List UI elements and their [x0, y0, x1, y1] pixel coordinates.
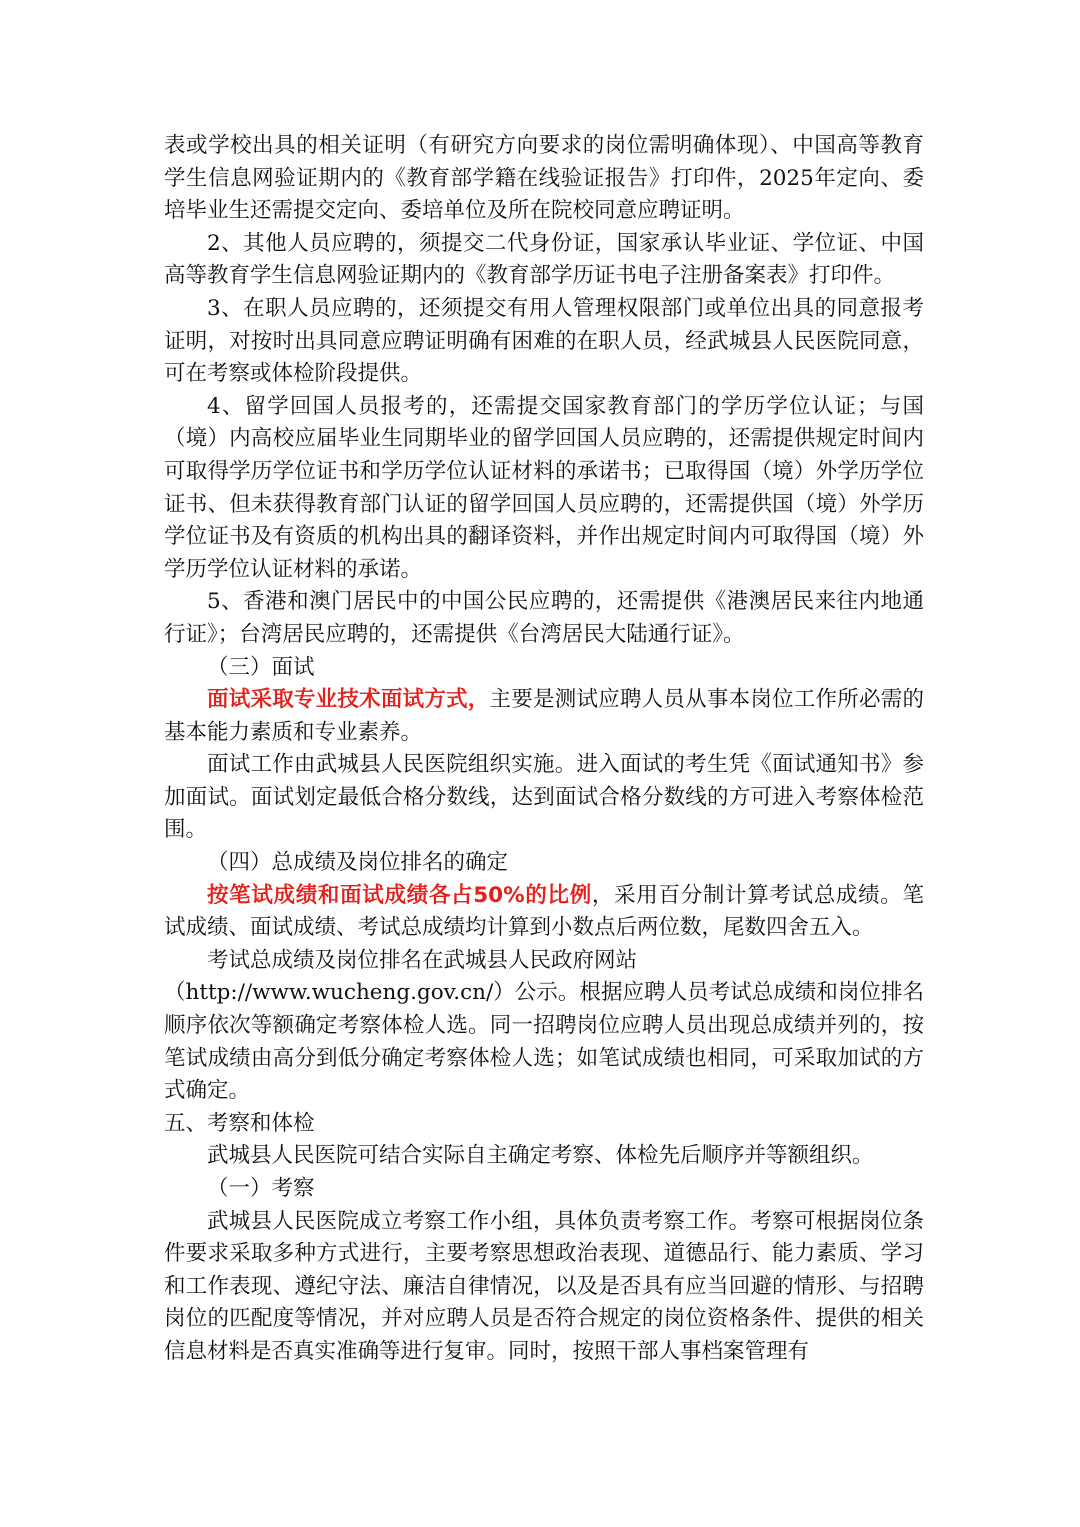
paragraph-item-5: 5、香港和澳门居民中的中国公民应聘的，还需提供《港澳居民来往内地通行证》；台湾居民应聘的，还需提供《台湾居民大陆通行证》。: [164, 589, 924, 647]
highlight-interview-method: 面试采取专业技术面试方式，: [207, 687, 490, 713]
paragraph-ranking-website: 考试总成绩及岗位排名在武城县人民政府网站: [207, 947, 638, 973]
document-body: [164, 130, 924, 1369]
paragraph-certificate-continued: 表或学校出具的相关证明（有研究方向要求的岗位需明确体现）、中国高等教育学生信息网验证期内的《教育部学籍在线验证报告》打印件，2025年定向、委培毕业生还需提交定向、委培单位及所在院校同意应聘证明。: [164, 133, 924, 224]
paragraph-item-3: 3、在职人员应聘的，还须提交有用人管理权限部门或单位出具的同意报考证明，对按时出具同意应聘证明确有困难的在职人员，经武城县人民医院同意，可在考察或体检阶段提供。: [164, 295, 924, 387]
paragraph-score-ratio: [164, 880, 924, 945]
paragraph-score-ratio-rest: ，采用百分制计算考试总成绩。笔试成绩、面试成绩、考试总成绩均计算到小数点后两位数，尾数四舍五入。: [164, 882, 924, 941]
heading-total-score: （四）总成绩及岗位排名的确定: [207, 850, 509, 876]
paragraph-item-4: 4、留学回国人员报考的，还需提交国家教育部门的学历学位认证；与国（境）内高校应届毕业生同期毕业的留学回国人员应聘的，还需提供规定时间内可取得学历学位证书和学历学位认证材料的承诺书；已取得国（境）外学历学位证书、但未获得教育部门认证的留学回国人员应聘的，还需提供国（境）外学历学位证书及有资质的机构出具的翻译资料，并作出规定时间内可取得国（境）外学历学位认证材料的承诺。: [164, 393, 924, 582]
paragraph-interview-method: [164, 684, 924, 749]
paragraph-interview-method-rest: 主要是测试应聘人员从事本岗位工作所必需的基本能力素质和专业素养。: [164, 687, 924, 745]
paragraph-inspection-details: 武城县人民医院成立考察工作小组，具体负责考察工作。考察可根据岗位条件要求采取多种方式进行，主要考察思想政治表现、道德品行、能力素质、学习和工作表现、遵纪守法、廉洁自律情况，以及是否具有应当回避的情形、与招聘岗位的匹配度等情况，并对应聘人员是否符合规定的岗位资格条件、提供的相关信息材料是否真实准确等进行复审。同时，按照干部人事档案管理有: [164, 1208, 924, 1364]
paragraph-ranking-details: （http://www.wucheng.gov.cn/）公示。根据应聘人员考试总成绩和岗位排名顺序依次等额确定考察体检人选。同一招聘岗位应聘人员出现总成绩并列的，按笔试成绩由高分到低分确定考察体检人选；如笔试成绩也相同，可采取加试的方式确定。: [164, 980, 924, 1104]
heading-inspection: （一）考察: [207, 1176, 315, 1201]
paragraph-interview-organization: 面试工作由武城县人民医院组织实施。进入面试的考生凭《面试通知书》参加面试。面试划定最低合格分数线，达到面试合格分数线的方可进入考察体检范围。: [164, 752, 924, 843]
paragraph-item-2: 2、其他人员应聘的，须提交二代身份证，国家承认毕业证、学位证、中国高等教育学生信息网验证期内的《教育部学历证书电子注册备案表》打印件。: [164, 230, 924, 289]
highlight-score-ratio: 按笔试成绩和面试成绩各占50%的比例: [207, 882, 592, 908]
paragraph-inspection-order: 武城县人民医院可结合实际自主确定考察、体检先后顺序并等额组织。: [207, 1143, 874, 1169]
heading-section-5: 五、考察和体检: [164, 1110, 315, 1136]
heading-interview: （三）面试: [207, 654, 315, 680]
